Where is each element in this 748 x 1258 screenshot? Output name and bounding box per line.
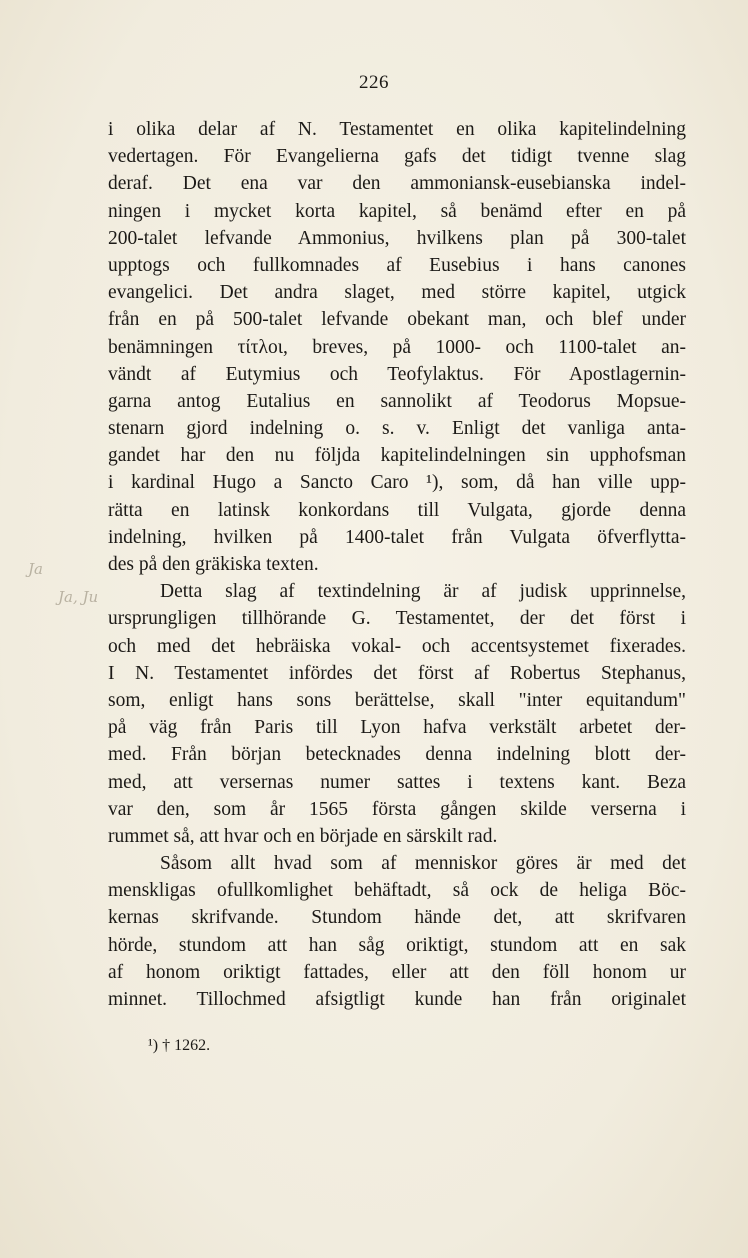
text-line-paragraph-start: Såsom allt hvad som af menniskor göres är med det <box>160 853 686 875</box>
text-line-paragraph-start: Detta slag af textindelning är af judisk upprinnelse, <box>160 581 686 603</box>
text-line: och med det hebräiska vokal- och accentsystemet fixerades. <box>108 635 686 657</box>
text-line: deraf. Det ena var den ammoniansk-eusebianska indel- <box>108 173 686 195</box>
text-line: stenarn gjord indelning o. s. v. Enligt det vanliga anta- <box>108 418 686 440</box>
text-line: i kardinal Hugo a Sancto Caro ¹), som, då han ville upp- <box>108 472 686 494</box>
text-line: I N. Testamentet infördes det först af Robertus Stephanus, <box>108 662 686 684</box>
text-line: menskligas ofullkomlighet behäftadt, så ock de heliga Böc- <box>108 880 686 902</box>
text-line: af honom oriktigt fattades, eller att den föll honom ur <box>108 961 686 983</box>
text-line: vedertagen. För Evangelierna gafs det tidigt tvenne slag <box>108 146 686 168</box>
text-line: hörde, stundom att han såg oriktigt, stundom att en sak <box>108 934 686 956</box>
text-line: garna antog Eutalius en sannolikt af Teodorus Mopsue- <box>108 390 686 412</box>
text-line: rätta en latinsk konkordans till Vulgata, gjorde denna <box>108 499 686 521</box>
text-line: som, enligt hans sons berättelse, skall "inter equitandum" <box>108 689 686 711</box>
text-line: ursprungligen tillhörande G. Testamentet, der det först i <box>108 608 686 630</box>
text-line-paragraph-end: rummet så, att hvar och en började en särskilt rad. <box>108 825 498 847</box>
text-line: 200-talet lefvande Ammonius, hvilkens plan på 300-talet <box>108 227 686 249</box>
text-line: vändt af Eutymius och Teofylaktus. För Apostlagernin- <box>108 363 686 385</box>
margin-note-pencil: Ja <box>28 560 43 578</box>
body-text <box>108 116 686 1013</box>
footnote: ¹) † 1262. <box>148 1037 211 1054</box>
text-line: gandet har den nu följda kapitelindelningen sin upphofsman <box>108 445 686 467</box>
text-line: med, att versernas numer sattes i textens kant. Beza <box>108 771 686 793</box>
text-line-paragraph-end: des på den gräkiska texten. <box>108 554 319 575</box>
text-line: från en på 500-talet lefvande obekant man, och blef under <box>108 309 686 331</box>
text-line: på väg från Paris till Lyon hafva verkstält arbetet der- <box>108 717 686 739</box>
text-line: minnet. Tillochmed afsigtligt kunde han från originalet <box>108 989 686 1010</box>
text-line: kernas skrifvande. Stundom hände det, att skrifvaren <box>108 907 686 929</box>
text-line: indelning, hvilken på 1400-talet från Vulgata öfverflytta- <box>108 526 686 548</box>
text-line: upptogs och fullkomnades af Eusebius i hans canones <box>108 254 686 276</box>
text-line: evangelici. Det andra slaget, med större kapitel, utgick <box>108 282 686 304</box>
page-number: 226 <box>359 72 389 93</box>
margin-note-pencil-second: Ja, Ju <box>58 588 99 606</box>
text-line: ningen i mycket korta kapitel, så benämd efter en på <box>108 200 686 222</box>
text-line: var den, som år 1565 första gången skilde verserna i <box>108 798 686 820</box>
text-line: i olika delar af N. Testamentet en olika kapitelindelning <box>108 119 686 140</box>
text-line: benämningen τίτλοι, breves, på 1000- och 1100-talet an- <box>108 336 686 358</box>
text-line: med. Från början betecknades denna indelning blott der- <box>108 744 686 766</box>
